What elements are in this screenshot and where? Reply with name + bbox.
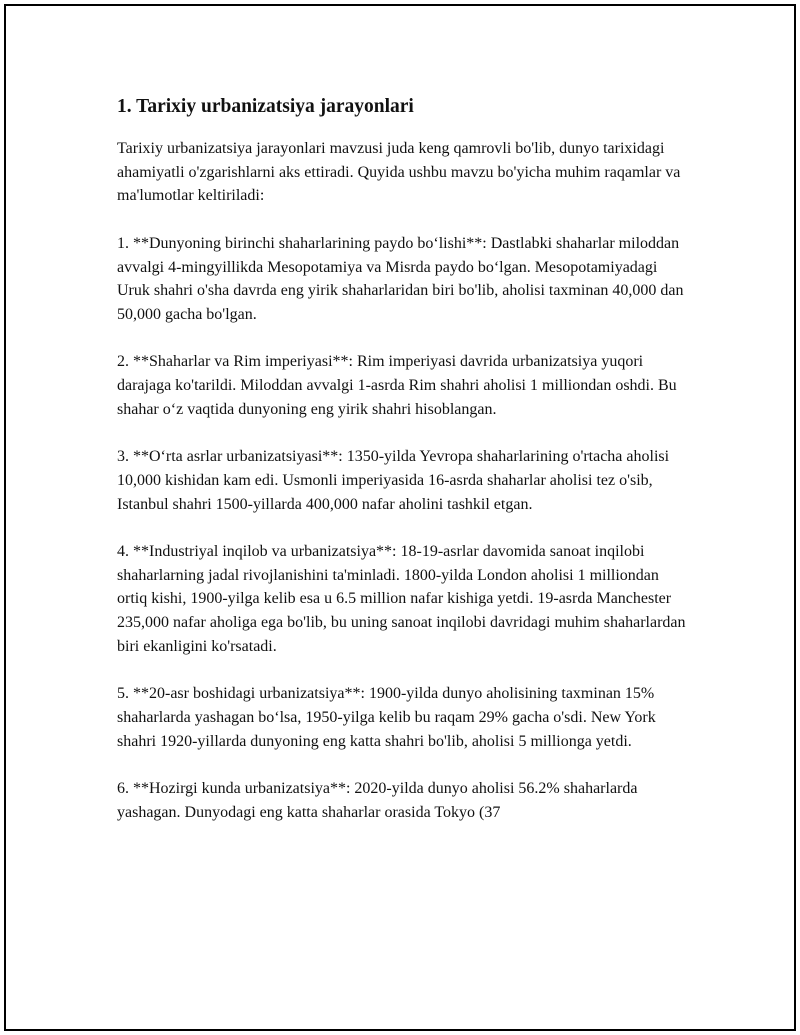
paragraph-middle-ages: 3. **Oʻrta asrlar urbanizatsiyasi**: 1350-yilda Yevropa shaharlarining o'rtacha aholisi 10,000 kishidan kam edi. Usmonli imperiyasida 16-asrda shaharlar aholisi tez o'sib, Istanbul shahri 1500-yillarda 400,000 nafar aholini tashkil etgan. [117,448,670,513]
paragraph-industrial-revolution: 4. **Industriyal inqilob va urbanizatsiya**: 18-19-asrlar davomida sanoat inqilobi shaharlarning jadal rivojlanishini ta'minladi. 1800-yilda London aholisi 1 milliondan ortiq kishi, 1900-yilga kelib esa u 6.5 million nafar kishiga yetdi. 19-asrda Manchester 235,000 nafar aholiga ega bo'lib, bu uning sanoat inqilobi davridagi muhim shaharlardan biri ekanligini ko'rsatadi. [117,542,686,655]
paragraph-rome: 2. **Shaharlar va Rim imperiyasi**: Rim imperiyasi davrida urbanizatsiya yuqori darajaga ko'tarildi. Miloddan avvalgi 1-asrda Rim shahri aholisi 1 milliondan oshdi. Bu shahar oʻz vaqtida dunyoning eng yirik shahri hisoblangan. [117,353,677,418]
section-title: 1. Tarixiy urbanizatsiya jarayonlari [117,96,414,117]
paragraph-modern-urbanization: 6. **Hozirgi kunda urbanizatsiya**: 2020-yilda dunyo aholisi 56.2% shaharlarda yashagan. Dunyodagi eng katta shaharlar orasida Tokyo (37 [117,779,638,821]
intro-paragraph: Tarixiy urbanizatsiya jarayonlari mavzusi juda keng qamrovli bo'lib, dunyo tarixidagi ahamiyatli o'zgarishlarni aks ettiradi. Quyida ushbu mavzu bo'yicha muhim raqamlar va ma'lumotlar keltiriladi: [117,140,681,205]
paragraph-20th-century: 5. **20-asr boshidagi urbanizatsiya**: 1900-yilda dunyo aholisining taxminan 15% shaharlarda yashagan boʻlsa, 1950-yilga kelib bu raqam 29% gacha o'sdi. New York shahri 1920-yillarda dunyoning eng katta shahri bo'lib, aholisi 5 millionga yetdi. [117,685,656,750]
paragraph-first-cities: 1. **Dunyoning birinchi shaharlarining paydo boʻlishi**: Dastlabki shaharlar miloddan avvalgi 4-mingyillikda Mesopotamiya va Misrda paydo boʻlgan. Mesopotamiyadagi Uruk shahri o'sha davrda eng yirik shaharlaridan biri bo'lib, aholisi taxminan 40,000 dan 50,000 gacha bo'lgan. [117,234,684,323]
document-body [117,94,692,848]
